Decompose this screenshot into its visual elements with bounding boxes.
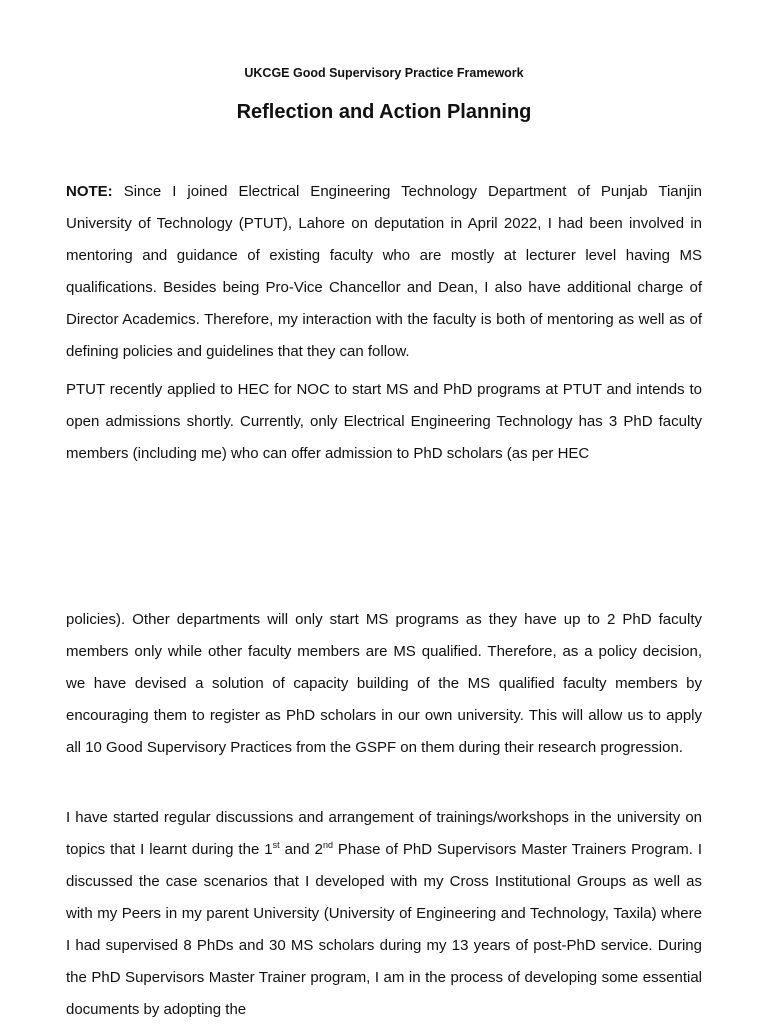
superscript-st: st [272,840,280,850]
paragraph-note [66,176,702,368]
note-label: NOTE: [66,183,113,200]
paragraph-trainings-text-3: Phase of PhD Supervisors Master Trainers Program. I discussed the case scenarios that I developed with my Cross Institutional Groups as well as with my Peers in my parent University (University of Engineering and Technology, Taxila) where I had supervised 8 PhDs and 30 MS scholars during my 13 years of post-PhD service. During the PhD Supervisors Master Trainer program, I am in the process of developing some essential documents by adopting the [66,841,702,1018]
paragraph-policies: policies). Other departments will only start MS programs as they have up to 2 PhD faculty members only while other faculty members are MS qualified. Therefore, as a policy decision, we have devised a solution of capacity building of the MS qualified faculty members by encouraging them to register as PhD scholars in our own university. This will allow us to apply all 10 Good Supervisory Practices from the GSPF on them during their research progression. [66,611,702,756]
superscript-nd: nd [322,840,333,850]
document-header: UKCGE Good Supervisory Practice Framework [244,66,524,80]
paragraph-note-text: Since I joined Electrical Engineering Technology Department of Punjab Tianjin University of Technology (PTUT), Lahore on deputation in April 2022, I had been involved in mentoring and guidance of existing faculty who are mostly at lecturer level having MS qualifications. Besides being Pro-Vice Chancellor and Dean, I also have additional charge of Director Academics. Therefore, my interaction with the faculty is both of mentoring as well as of defining policies and guidelines that they can follow. [66,183,702,360]
paragraph-trainings-text-2: and 2 [279,841,323,858]
page-title: Reflection and Action Planning [236,101,532,123]
paragraph-trainings [66,802,702,1026]
paragraph-ptut-programs: PTUT recently applied to HEC for NOC to start MS and PhD programs at PTUT and intends to open admissions shortly. Currently, only Electrical Engineering Technology has 3 PhD faculty members (including me) who can offer admission to PhD scholars (as per HEC [66,381,702,462]
paragraph-trainings-text-1: I have started regular discussions and arrangement of trainings/workshops in the university on topics that I learnt during the 1 [66,809,702,858]
